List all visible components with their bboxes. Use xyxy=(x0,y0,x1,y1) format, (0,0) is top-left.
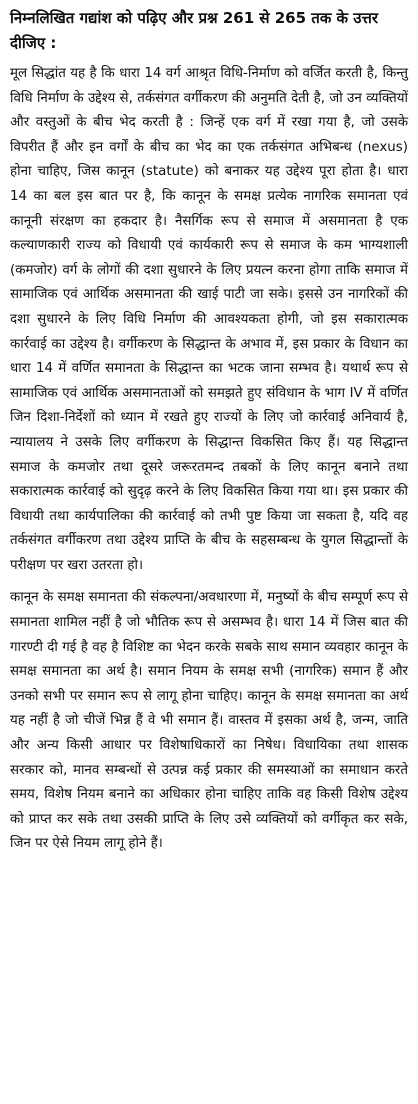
passage-heading: निम्नलिखित गद्यांश को पढ़िए और प्रश्न 261 से 265 तक के उत्तर दीजिए : xyxy=(10,9,379,52)
paragraph-2: कानून के समक्ष समानता की संकल्पना/अवधारणा में, मनुष्यों के बीच सम्पूर्ण रूप से समानता शामिल नहीं है जो भौतिक रूप से असम्भव है। धारा 14 में जिस बात की गारण्टी दी गई है वह है विशिष्ट का भेदन करके सबके साथ समान व्यवहार कानून के समक्ष समानता का अर्थ है। समान नियम के समक्ष सभी (नागरिक) समान हैं और उनको सभी पर समान रूप से लागू होना चाहिए। कानून के समक्ष समानता का अर्थ यह नहीं है जो चीजें भिन्न हैं वे भी समान हैं। वास्तव में इसका अर्थ है, जन्म, जाति और अन्य किसी आधार पर विशेषाधिकारों का निषेध। विधायिका तथा शासक सरकार को, मानव सम्बन्धों से उत्पन्न कई प्रकार की समस्याओं का समाधान करते समय, विशेष नियम बनाने का अधिकार होना चाहिए ताकि वह किसी विशेष उद्देश्य को प्राप्त कर सके तथा उसकी प्राप्ति के लिए उसे व्यक्तियों को वर्गीकृत कर सके, जिन पर ऐसे नियम लागू होने हैं। xyxy=(10,590,408,852)
paragraph-1: मूल सिद्धांत यह है कि धारा 14 वर्ग आश्रृत विधि-निर्माण को वर्जित करती है, किन्तु विधि निर्माण के उद्देश्य से, तर्कसंगत वर्गीकरण की अनुमति देती है, जो उन व्यक्तियों और वस्तुओं के बीच भेद करती है : जिन्हें एक वर्ग में रखा गया है, जो उसके विपरीत हैं और इन वर्गों के बीच का भेद का एक तर्कसंगत अभिबन्ध (nexus) होना चाहिए, जिस कानून (statute) को बनाकर यह उद्देश्य पूरा होता है। धारा 14 का बल इस बात पर है, कि कानून के समक्ष प्रत्येक नागरिक समानता एवं कानूनी संरक्षण का हकदार है। नैसर्गिक रूप से समाज में असमानता है एक कल्याणकारी राज्य को विधायी एवं कार्यकारी रूप से समाज के कम भाग्यशाली (कमजोर) वर्ग के लोगों की दशा सुधारने के लिए प्रयत्न करना होगा ताकि समाज में सामाजिक एवं आर्थिक असमानता की खाई पाटी जा सके। इससे उन नागरिकों की दशा सुधारने के लिए विधि निर्माण की आवश्यकता होगी, जो इस सकारात्मक कार्रवाई का उद्देश्य है। वर्गीकरण के सिद्धान्त के अभाव में, इस प्रकार के विधान का धारा 14 में वर्णित समानता के सिद्धान्त का भटक जाना सम्भव है। यथार्थ रूप से सामाजिक एवं आर्थिक असमानताओं को समझते हुए संविधान के भाग IV में वर्णित जिन दिशा-निर्देशों को ध्यान में रखते हुए राज्यों के लिए जो कार्रवाई अनिवार्य है, न्यायालय ने उसके लिए वर्गीकरण के सिद्धान्त विकसित किए हैं। यह सिद्धान्त समाज के कमजोर तथा दूसरे जरूरतमन्द तबकों के लिए कानून बनाने तथा सकारात्मक कार्रवाई को सुदृढ़ करने के लिए विकसित किया गया था। इस प्रकार की विधायी तथा कार्यपालिका की कार्रवाई को तभी पुष्ट किया जा सकता है, यदि वह तर्कसंगत वर्गीकरण तथा उद्देश्य प्राप्ति के बीच के सहसम्बन्ध के युगल सिद्धान्तों के परीक्षण पर खरा उतरता हो। xyxy=(10,66,408,573)
